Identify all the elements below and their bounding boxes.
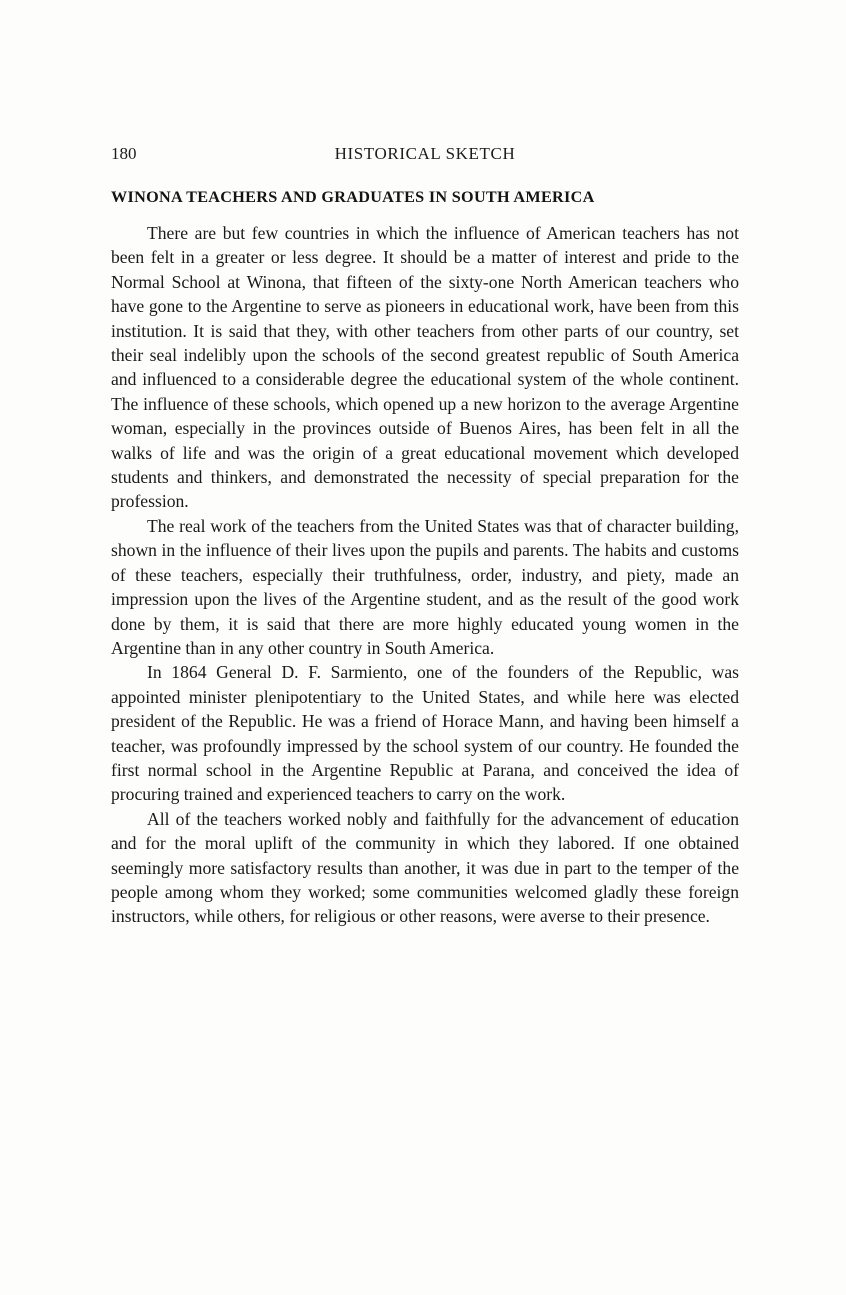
paragraph: There are but few countries in which the influence of American teachers has not been felt in a greater or less degree. It should be a matter of interest and pride to the Normal School at Winona, that fifteen of the sixty-one North American teachers who have gone to the Argentine to serve as pioneers in educational work, have been from this institution. It is said that they, with other teachers from other parts of our country, set their seal indelibly upon the schools of the second greatest republic of South America and influenced to a considerable degree the educational system of the whole continent. The influence of these schools, which opened up a new horizon to the average Argentine woman, especially in the provinces outside of Buenos Aires, has been felt in all the walks of life and was the origin of a great educational movement which developed students and thinkers, and demonstrated the necessity of special preparation for the profession.	[111, 223, 739, 512]
paragraph: The real work of the teachers from the United States was that of character building, shown in the influence of their lives upon the pupils and parents. The habits and customs of these teachers, especially their truthfulness, order, industry, and piety, made an impression upon the lives of the Argentine student, and as the result of the good work done by them, it is said that there are more highly educated young women in the Argentine than in any other country in South America.	[111, 515, 739, 658]
page-number: 180	[111, 144, 137, 163]
running-head	[111, 144, 739, 170]
paragraph: In 1864 General D. F. Sarmiento, one of the founders of the Republic, was appointed minister plenipotentiary to the United States, and while here was elected president of the Republic. He was a friend of Horace Mann, and having been himself a teacher, was profoundly impressed by the school system of our country. He founded the first normal school in the Argentine Republic at Parana, and conceived the idea of procuring trained and experienced teachers to carry on the work.	[111, 662, 739, 805]
article-body	[111, 221, 739, 929]
article-title: WINONA TEACHERS AND GRADUATES IN SOUTH AMERICA	[111, 188, 595, 206]
running-title: HISTORICAL SKETCH	[334, 144, 516, 163]
paragraph: All of the teachers worked nobly and faithfully for the advancement of education and for the moral uplift of the community in which they labored. If one obtained seemingly more satisfactory results than another, it was due in part to the temper of the people among whom they worked; some communities welcomed gladly these foreign instructors, while others, for religious or other reasons, were averse to their presence.	[111, 808, 739, 927]
